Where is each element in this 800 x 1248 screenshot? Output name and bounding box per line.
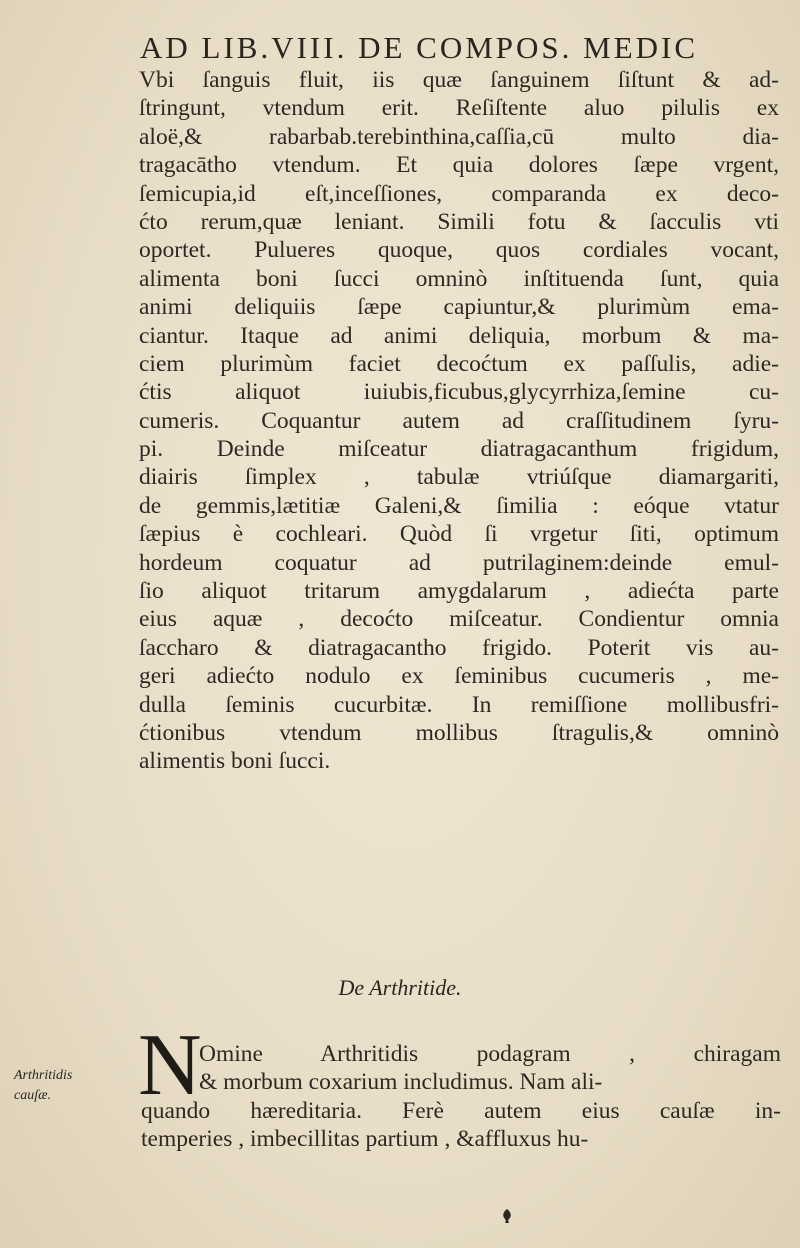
text-line: ſtringunt, vtendum erit. Reſiſtente aluo pilulis ex: [139, 95, 779, 122]
margin-note: [14, 1066, 124, 1106]
text-line: ciantur. Itaque ad animi deliquia, morbum & ma-: [139, 322, 779, 349]
text-line: diairis ſimplex , tabulæ vtriúſque diamargariti,: [139, 464, 779, 491]
text-line: de gemmis,lætitiæ Galeni,& ſimilia : eóque vtatur: [139, 492, 779, 519]
margin-note-line: cauſæ.: [14, 1088, 51, 1103]
text-line: Omine Arthritidis podagram , chiragam: [199, 1041, 781, 1067]
text-line: quando hæreditaria. Ferè autem eius cauſæ in-: [141, 1098, 781, 1124]
text-line: ſæpius è cochleari. Quòd ſi vrgetur ſiti, optimum: [139, 521, 779, 548]
text-line: temperies , imbecillitas partium , &affluxus hu-: [141, 1126, 589, 1153]
text-line: animi deliquiis ſæpe capiuntur,& plurimùm ema-: [139, 294, 779, 321]
text-line: oportet. Pulueres quoque, quos cordiales vocant,: [139, 237, 779, 264]
text-line: dulla ſeminis cucurbitæ. In remiſſione mollibusfri-: [139, 691, 779, 718]
chapter-text-full: [141, 1097, 781, 1154]
text-line: cumeris. Coquantur autem ad craſſitudinem ſyru-: [139, 407, 779, 434]
text-line: ćtionibus vtendum mollibus ſtragulis,& omninò: [139, 719, 779, 746]
margin-note-line: Arthritidis: [14, 1068, 73, 1083]
text-line: alimenta boni ſucci omninò inſtituenda ſunt, quia: [139, 265, 779, 292]
text-line: geri adiećto nodulo ex ſeminibus cucumeris , me-: [139, 663, 779, 690]
text-line: ćto rerum,quæ leniant. Simili fotu & ſacculis vti: [139, 208, 779, 235]
fleuron-icon: [500, 1208, 514, 1224]
text-line: ciem plurimùm faciet decoćtum ex paſſulis, adie-: [139, 350, 779, 377]
text-line: pi. Deinde miſceatur diatragacanthum frigidum,: [139, 436, 779, 463]
text-line: alimentis boni ſucci.: [139, 748, 331, 775]
text-line: ſio aliquot tritarum amygdalarum , adiećta parte: [139, 578, 779, 605]
text-line: tragacātho vtendum. Et quia dolores ſæpe vrgent,: [139, 152, 779, 179]
drop-cap: N: [138, 1017, 202, 1114]
body-text: [139, 66, 779, 776]
text-line: ſaccharo & diatragacantho frigido. Poterit vis au-: [139, 634, 779, 661]
text-line: hordeum coquatur ad putrilaginem:deinde emul-: [139, 549, 779, 576]
section-heading: De Arthritide.: [338, 975, 462, 1000]
text-line: eius aquæ , decoćto miſceatur. Condientur omnia: [139, 606, 779, 633]
chapter-text-indented: [199, 1040, 781, 1097]
text-line: ćtis aliquot iuiubis,ficubus,glycyrrhiza,ſemine cu-: [139, 379, 779, 406]
running-head: AD LIB.VIII. DE COMPOS. MEDIC: [140, 30, 699, 65]
text-line: Vbi ſanguis fluit, iis quæ ſanguinem ſiſtunt & ad-: [139, 67, 779, 93]
text-line: & morbum coxarium includimus. Nam ali-: [199, 1069, 603, 1096]
text-line: ſemicupia,id eſt,inceſſiones, comparanda ex deco-: [139, 180, 779, 207]
text-line: aloë,& rabarbab.terebinthina,caſſia,cū multo dia-: [139, 123, 779, 150]
